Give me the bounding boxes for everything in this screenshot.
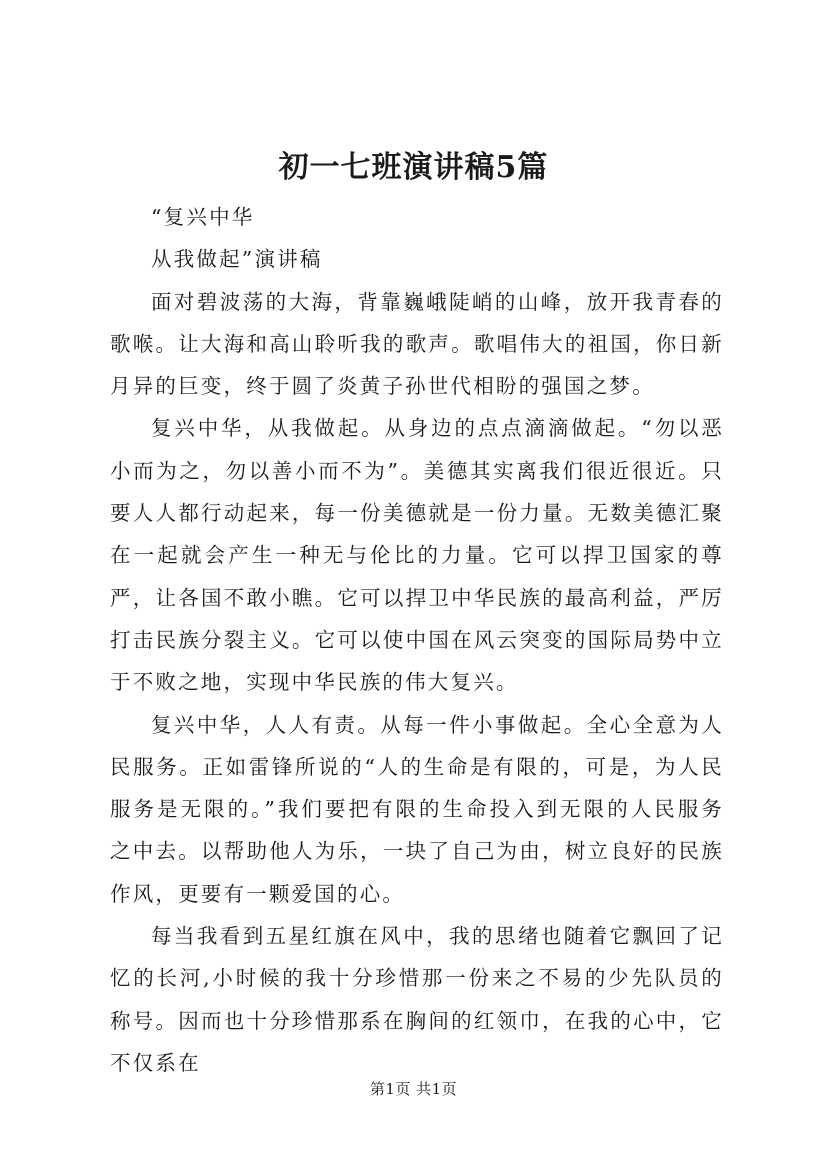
document-body bbox=[110, 196, 724, 1084]
paragraph: 复兴中华，从我做起。从身边的点点滴滴做起。“勿以恶小而为之，勿以善小而不为”。美德其实离我们很近很近。只要人人都行动起来，每一份美德就是一份力量。无数美德汇聚在一起就会产生一种无与伦比的力量。它可以捍卫国家的尊严，让各国不敢小瞧。它可以捍卫中华民族的最高利益，严厉打击民族分裂主义。它可以使中国在风云突变的国际局势中立于不败之地，实现中华民族的伟大复兴。 bbox=[110, 416, 724, 695]
page-footer: 第1页 共1页 bbox=[369, 1080, 458, 1098]
document-title: 初一七班演讲稿5篇 bbox=[278, 150, 549, 185]
paragraph: 每当我看到五星红旗在风中，我的思绪也随着它飘回了记忆的长河,小时候的我十分珍惜那一份来之不易的少先队员的称号。因而也十分珍惜那系在胸间的红领巾，在我的心中，它不仅系在 bbox=[110, 924, 724, 1075]
paragraph: “复兴中华 bbox=[151, 205, 255, 229]
paragraph: 复兴中华，人人有责。从每一件小事做起。全心全意为人民服务。正如雷锋所说的“人的生命是有限的，可是，为人民服务是无限的。”我们要把有限的生命投入到无限的人民服务之中去。以帮助他人为乐，一块了自己为由，树立良好的民族作风，更要有一颗爱国的心。 bbox=[110, 712, 724, 906]
paragraph: 面对碧波荡的大海，背靠巍峨陡峭的山峰，放开我青春的歌喉。让大海和高山聆听我的歌声。歌唱伟大的祖国，你日新月异的巨变，终于圆了炎黄子孙世代相盼的强国之梦。 bbox=[110, 289, 724, 399]
paragraph: 从我做起”演讲稿 bbox=[151, 247, 323, 272]
